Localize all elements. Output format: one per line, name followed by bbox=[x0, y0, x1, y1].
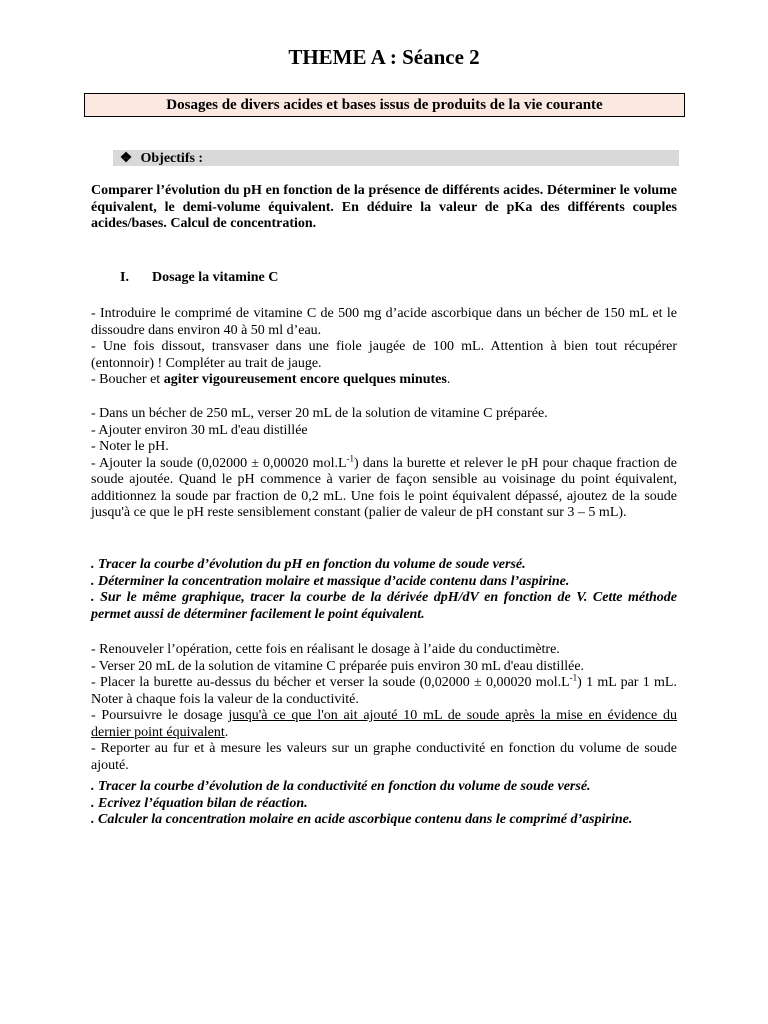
paragraph-line: - Poursuivre le dosage jusqu'à ce que l'on ait ajouté 10 mL de soude après la mise en évidence du dernier point équivalent. bbox=[91, 708, 678, 740]
diamond-bullet-icon: ❖ bbox=[119, 151, 133, 166]
paragraph-line: - Renouveler l’opération, cette fois en réalisant le dosage à l’aide du conductimètre. bbox=[91, 642, 560, 657]
section-number: I. bbox=[120, 270, 129, 285]
paragraph-line: - Noter le pH. bbox=[91, 439, 169, 454]
ph-instructions bbox=[91, 557, 677, 623]
paragraph-line: - Dans un bécher de 250 mL, verser 20 mL de la solution de vitamine C préparée. bbox=[91, 406, 548, 421]
subtitle-box: Dosages de divers acides et bases issus de produits de la vie courante bbox=[84, 93, 685, 117]
paragraph-line: - Reporter au fur et à mesure les valeurs sur un graphe conductivité en fonction du volume de soude ajouté. bbox=[91, 741, 677, 773]
ph-titration-block bbox=[91, 406, 677, 522]
paragraph-line: - Ajouter environ 30 mL d'eau distillée bbox=[91, 422, 308, 438]
paragraph-line: - Ajouter la soude (0,02000 ± 0,00020 $mol.L^{-1}$) dans la burette et relever le pH pour chaque fraction de soude ajoutée. Quand le pH commence à varier de façon sensible au voisinage du point équivalent, additionnez la soude par fraction de 0,2 mL. Une fois le point équivalent dépassé, ajoutez de la soude jusqu'à ce que le pH reste sensiblement constant (palier de valeur de pH constant sur 3 – 5 mL). bbox=[91, 452, 677, 520]
instruction-line: . Tracer la courbe d’évolution de la conductivité en fonction du volume de soude versé. bbox=[91, 779, 591, 794]
section-heading bbox=[120, 269, 278, 286]
conductimetry-instructions bbox=[91, 779, 677, 829]
paragraph-line: - Placer la burette au-dessus du bécher et verser la soude (0,02000 ± 0,00020 $mol.L^{-1}$) 1 mL par 1 mL. Noter à chaque fois la valeur de la conductivité. bbox=[91, 672, 677, 707]
conductimetry-block bbox=[91, 642, 677, 774]
paragraph-line: - Boucher et agiter vigoureusement encore quelques minutes. bbox=[91, 372, 451, 387]
page-title: THEME A : Séance 2 bbox=[288, 45, 480, 69]
instruction-line: . Calculer la concentration molaire en acide ascorbique contenu dans le comprimé d’aspirine. bbox=[91, 812, 633, 827]
instruction-line: . Déterminer la concentration molaire et massique d’acide contenu dans l’aspirine. bbox=[91, 573, 570, 589]
section-title: Dosage la vitamine C bbox=[152, 270, 279, 285]
instruction-line: . Tracer la courbe d’évolution du pH en fonction du volume de soude versé. bbox=[91, 557, 526, 572]
preparation-block bbox=[91, 306, 677, 389]
objectifs-label: Objectifs : bbox=[140, 151, 204, 166]
paragraph-line: - Verser 20 mL de la solution de vitamine C préparée puis environ 30 mL d'eau distillée. bbox=[91, 658, 585, 674]
instruction-line: . Ecrivez l’équation bilan de réaction. bbox=[91, 795, 308, 811]
objectifs-header bbox=[113, 150, 679, 166]
paragraph-line: - Introduire le comprimé de vitamine C de 500 mg d’acide ascorbique dans un bécher de 150 mL et le dissoudre dans environ 40 à 50 ml d’eau. bbox=[91, 306, 677, 338]
paragraph-line: - Une fois dissout, transvaser dans une fiole jaugée de 100 mL. Attention à bien tout récupérer (entonnoir) ! Compléter au trait de jauge. bbox=[91, 339, 677, 371]
instruction-line: . Sur le même graphique, tracer la courbe de la dérivée dpH/dV en fonction de V. Cette méthode permet aussi de déterminer facilement le point équivalent. bbox=[91, 590, 677, 622]
objectifs-text: Comparer l’évolution du pH en fonction de la présence de différents acides. Déterminer le volume équivalent, le demi-volume équivalent. En déduire la valeur de pKa des différents couples acides/bases. Calcul de concentration. bbox=[91, 183, 677, 231]
